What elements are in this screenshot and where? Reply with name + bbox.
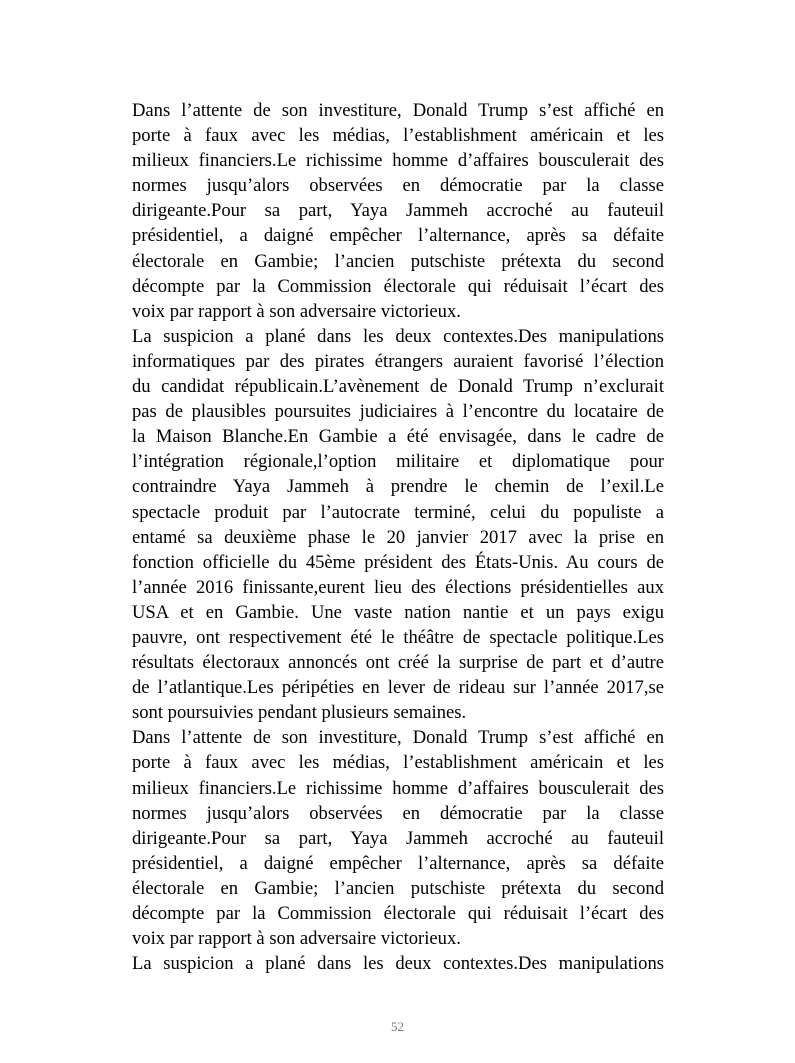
text-line: décompte par la Commission électorale qui réduisait l’écart des [132, 275, 664, 297]
text-line: milieux financiers.Le richissime homme d’affaires bousculerait des [132, 150, 664, 172]
text-line: électorale en Gambie; l’ancien putschiste prétexta du second [132, 250, 664, 272]
text-line: voix par rapport à son adversaire victorieux. [132, 300, 461, 322]
text-line: porte à faux avec les médias, l’establishment américain et les [132, 752, 664, 774]
text-line: La suspicion a plané dans les deux contextes.Des manipulations [132, 325, 664, 347]
text-line: porte à faux avec les médias, l’establishment américain et les [132, 125, 664, 147]
text-line: dirigeante.Pour sa part, Yaya Jammeh accroché au fauteuil [132, 827, 664, 849]
text-line: l’année 2016 finissante,eurent lieu des élections présidentielles aux [132, 576, 664, 598]
text-line: contraindre Yaya Jammeh à prendre le chemin de l’exil.Le [132, 476, 664, 498]
text-line: milieux financiers.Le richissime homme d’affaires bousculerait des [132, 777, 664, 799]
text-line: la Maison Blanche.En Gambie a été envisagée, dans le cadre de [132, 426, 664, 448]
text-line: présidentiel, a daigné empêcher l’alternance, après sa défaite [132, 225, 664, 247]
text-line: fonction officielle du 45ème président des États-Unis. Au cours de [132, 551, 664, 573]
text-line: pauvre, ont respectivement été le théâtre de spectacle politique.Les [132, 626, 664, 648]
text-line: du candidat républicain.L’avènement de Donald Trump n’exclurait [132, 376, 664, 398]
text-line: de l’atlantique.Les péripéties en lever de rideau sur l’année 2017,se [132, 677, 664, 699]
text-line: normes jusqu’alors observées en démocratie par la classe [132, 175, 664, 197]
page-number: 52 [391, 1019, 404, 1034]
document-body [132, 98, 664, 976]
text-line: décompte par la Commission électorale qui réduisait l’écart des [132, 903, 664, 924]
text-line: présidentiel, a daigné empêcher l’alternance, après sa défaite [132, 852, 664, 874]
text-line: spectacle produit par l’autocrate terminé, celui du populiste a [132, 501, 664, 523]
text-line: dirigeante.Pour sa part, Yaya Jammeh accroché au fauteuil [132, 200, 664, 222]
text-line: USA et en Gambie. Une vaste nation nantie et un pays exigu [132, 601, 664, 623]
text-line: voix par rapport à son adversaire victorieux. [132, 928, 461, 950]
text-line: sont poursuivies pendant plusieurs semaines. [132, 702, 467, 724]
text-line: pas de plausibles poursuites judiciaires à l’encontre du locataire de [132, 401, 664, 423]
text-line: Dans l’attente de son investiture, Donald Trump s’est affiché en [132, 100, 664, 121]
text-line: La suspicion a plané dans les deux contextes.Des manipulations [132, 953, 664, 975]
text-line: normes jusqu’alors observées en démocratie par la classe [132, 802, 664, 824]
text-line: entamé sa deuxième phase le 20 janvier 2017 avec la prise en [132, 526, 664, 548]
text-line: résultats électoraux annoncés ont créé la surprise de part et d’autre [132, 652, 664, 674]
text-line: Dans l’attente de son investiture, Donald Trump s’est affiché en [132, 727, 664, 749]
text-line: informatiques par des pirates étrangers auraient favorisé l’élection [132, 350, 664, 372]
text-line: l’intégration régionale,l’option militaire et diplomatique pour [132, 451, 664, 473]
text-line: électorale en Gambie; l’ancien putschiste prétexta du second [132, 877, 664, 899]
